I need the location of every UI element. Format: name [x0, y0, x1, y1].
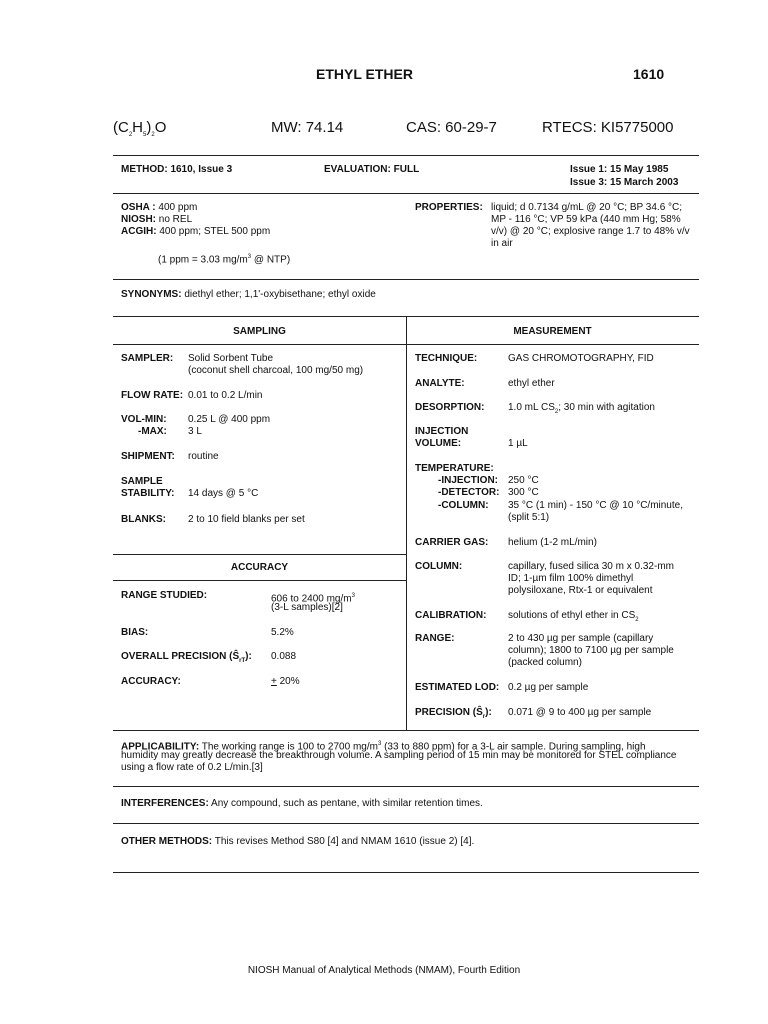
acgih-limit: ACGIH: 400 ppm; STEL 500 ppm [121, 226, 271, 237]
evaluation-label: EVALUATION: FULL [324, 164, 420, 175]
analyte-value: ethyl ether [508, 378, 555, 389]
sampling-heading: SAMPLING [233, 326, 286, 337]
temp-detector-label: -DETECTOR: [438, 487, 500, 498]
temp-column-value: 35 °C (1 min) - 150 °C @ 10 °C/minute, [508, 500, 683, 511]
flow-rate-value: 0.01 to 0.2 L/min [188, 390, 263, 401]
synonyms: SYNONYMS: diethyl ether; 1,1'-oxybisethane; ethyl oxide [121, 289, 376, 300]
range-studied-label: RANGE STUDIED: [121, 590, 208, 601]
analyte-label: ANALYTE: [415, 378, 465, 389]
accuracy-heading: ACCURACY [230, 562, 289, 573]
stability-value: 14 days @ 5 °C [188, 488, 259, 499]
rtecs-number: RTECS: KI5775000 [542, 119, 674, 136]
lod-label: ESTIMATED LOD: [415, 682, 500, 693]
ppm-conversion: (1 ppm = 3.03 $mg/m^3$ @ NTP) [158, 254, 291, 266]
blanks-label: BLANKS: [121, 514, 166, 525]
range-studied-value: (3-L samples)[2] [271, 602, 343, 613]
vol-min-label: VOL-MIN: [121, 414, 167, 425]
calibration-value: solutions of ethyl ether in $CS_2$ [508, 610, 639, 623]
issue-1-date: Issue 1: 15 May 1985 [570, 164, 669, 175]
bias-value: 5.2% [271, 627, 294, 638]
temp-injection-value: 250 °C [508, 475, 539, 486]
method-label: METHOD: 1610, Issue 3 [121, 164, 233, 175]
applicability-line: APPLICABILITY: The working range is 100 to 2700 $mg/m^3$ (33 to 880 ppm) for a 3-L air sample. During sampling, high [121, 741, 646, 753]
divider [113, 279, 699, 280]
temperature-label: TEMPERATURE: [415, 463, 494, 474]
range-studied-value: 606 to 2400 $mg/m^3$ [271, 593, 355, 605]
technique-label: TECHNIQUE: [415, 353, 478, 364]
flow-rate-label: FLOW RATE: [121, 390, 184, 401]
sampler-value: Solid Sorbent Tube [188, 353, 274, 364]
properties-line: liquid; d 0.7134 g/mL @ 20 °C; BP 34.6 °C; [491, 202, 683, 213]
vol-min-value: 0.25 L @ 400 ppm [188, 414, 271, 425]
method-number: 1610 [633, 66, 665, 82]
niosh-limit: NIOSH: no REL [121, 214, 193, 225]
range-label: RANGE: [415, 633, 455, 644]
carrier-gas-label: CARRIER GAS: [415, 537, 489, 548]
sampler-label: SAMPLER: [121, 353, 174, 364]
overall-precision-label: OVERALL PRECISION $(Ŝ_{rT})$: [121, 651, 252, 664]
divider [113, 193, 699, 194]
accuracy-value: + 20% [271, 676, 300, 687]
column-value: ID; 1-µm film 100% dimethyl [508, 573, 634, 584]
stability-label: SAMPLE [121, 476, 163, 487]
vol-max-value: 3 L [188, 426, 202, 437]
precision-value: 0.071 @ 9 to 400 µg per sample [508, 707, 652, 718]
technique-value: GAS CHROMOTOGRAPHY, FID [508, 353, 654, 364]
desorption-value: 1.0 mL $CS_2$; 30 min with agitation [508, 402, 655, 415]
cas-number: CAS: 60-29-7 [406, 119, 497, 136]
sampler-value: (coconut shell charcoal, 100 mg/50 mg) [188, 365, 364, 376]
temp-column-label: -COLUMN: [438, 500, 489, 511]
range-value: (packed column) [508, 657, 582, 668]
temp-injection-label: -INJECTION: [438, 475, 498, 486]
injection-value: 1 µL [508, 438, 528, 449]
accuracy-label: ACCURACY: [121, 676, 181, 687]
shipment-label: SHIPMENT: [121, 451, 175, 462]
precision-label: PRECISION $(Ŝ_r)$: [415, 707, 492, 720]
shipment-value: routine [188, 451, 219, 462]
applicability-line: using a flow rate of 0.2 L/min.[3] [121, 762, 263, 773]
molecular-weight: MW: 74.14 [271, 119, 344, 136]
column-value: polysiloxane, Rtx-1 or equivalent [508, 585, 653, 596]
divider [113, 823, 699, 824]
divider [113, 580, 406, 581]
divider [113, 730, 699, 731]
carrier-gas-value: helium (1-2 mL/min) [508, 537, 597, 548]
temp-detector-value: 300 °C [508, 487, 539, 498]
other-methods: OTHER METHODS: This revises Method S80 [4] and NMAM 1610 (issue 2) [4]. [121, 836, 475, 847]
issue-3-date: Issue 3: 15 March 2003 [570, 177, 679, 188]
injection-label: VOLUME: [415, 438, 462, 449]
applicability-line: humidity may greatly decrease the breakthrough volume. A sampling period of 15 min may be monitored for STEL compliance [121, 750, 677, 761]
properties-line: v/v) @ 20 °C; explosive range 1.7 to 48% v/v [491, 226, 690, 237]
properties-line: MP - 116 °C; VP 59 kPa (440 mm Hg; 58% [491, 214, 681, 225]
osha-limit: OSHA : 400 ppm [121, 202, 198, 213]
vol-max-label: -MAX: [138, 426, 167, 437]
properties-line: in air [491, 238, 513, 249]
lod-value: 0.2 µg per sample [508, 682, 589, 693]
desorption-label: DESORPTION: [415, 402, 485, 413]
column-value: capillary, fused silica 30 m x 0.32-mm [508, 561, 674, 572]
chemical-formula: $(C_2H_5)_2O$ [113, 119, 167, 138]
stability-label: STABILITY: [121, 488, 175, 499]
column-label: COLUMN: [415, 561, 463, 572]
calibration-label: CALIBRATION: [415, 610, 487, 621]
column-divider [406, 316, 407, 730]
range-value: column); 1800 to 7100 µg per sample [508, 645, 674, 656]
blanks-value: 2 to 10 field blanks per set [188, 514, 305, 525]
bias-label: BIAS: [121, 627, 149, 638]
range-value: 2 to 430 µg per sample (capillary [508, 633, 654, 644]
divider [113, 872, 699, 873]
measurement-heading: MEASUREMENT [513, 326, 592, 337]
temp-column-value: (split 5:1) [508, 512, 550, 523]
divider [113, 786, 699, 787]
document-title: ETHYL ETHER [316, 66, 413, 82]
properties-label: PROPERTIES: [415, 202, 483, 213]
injection-label: INJECTION [415, 426, 469, 437]
divider [113, 155, 699, 156]
overall-precision-value: 0.088 [271, 651, 297, 662]
footer-text: NIOSH Manual of Analytical Methods (NMAM), Fourth Edition [247, 965, 521, 976]
divider [113, 554, 406, 555]
interferences: INTERFERENCES: Any compound, such as pentane, with similar retention times. [121, 798, 483, 809]
